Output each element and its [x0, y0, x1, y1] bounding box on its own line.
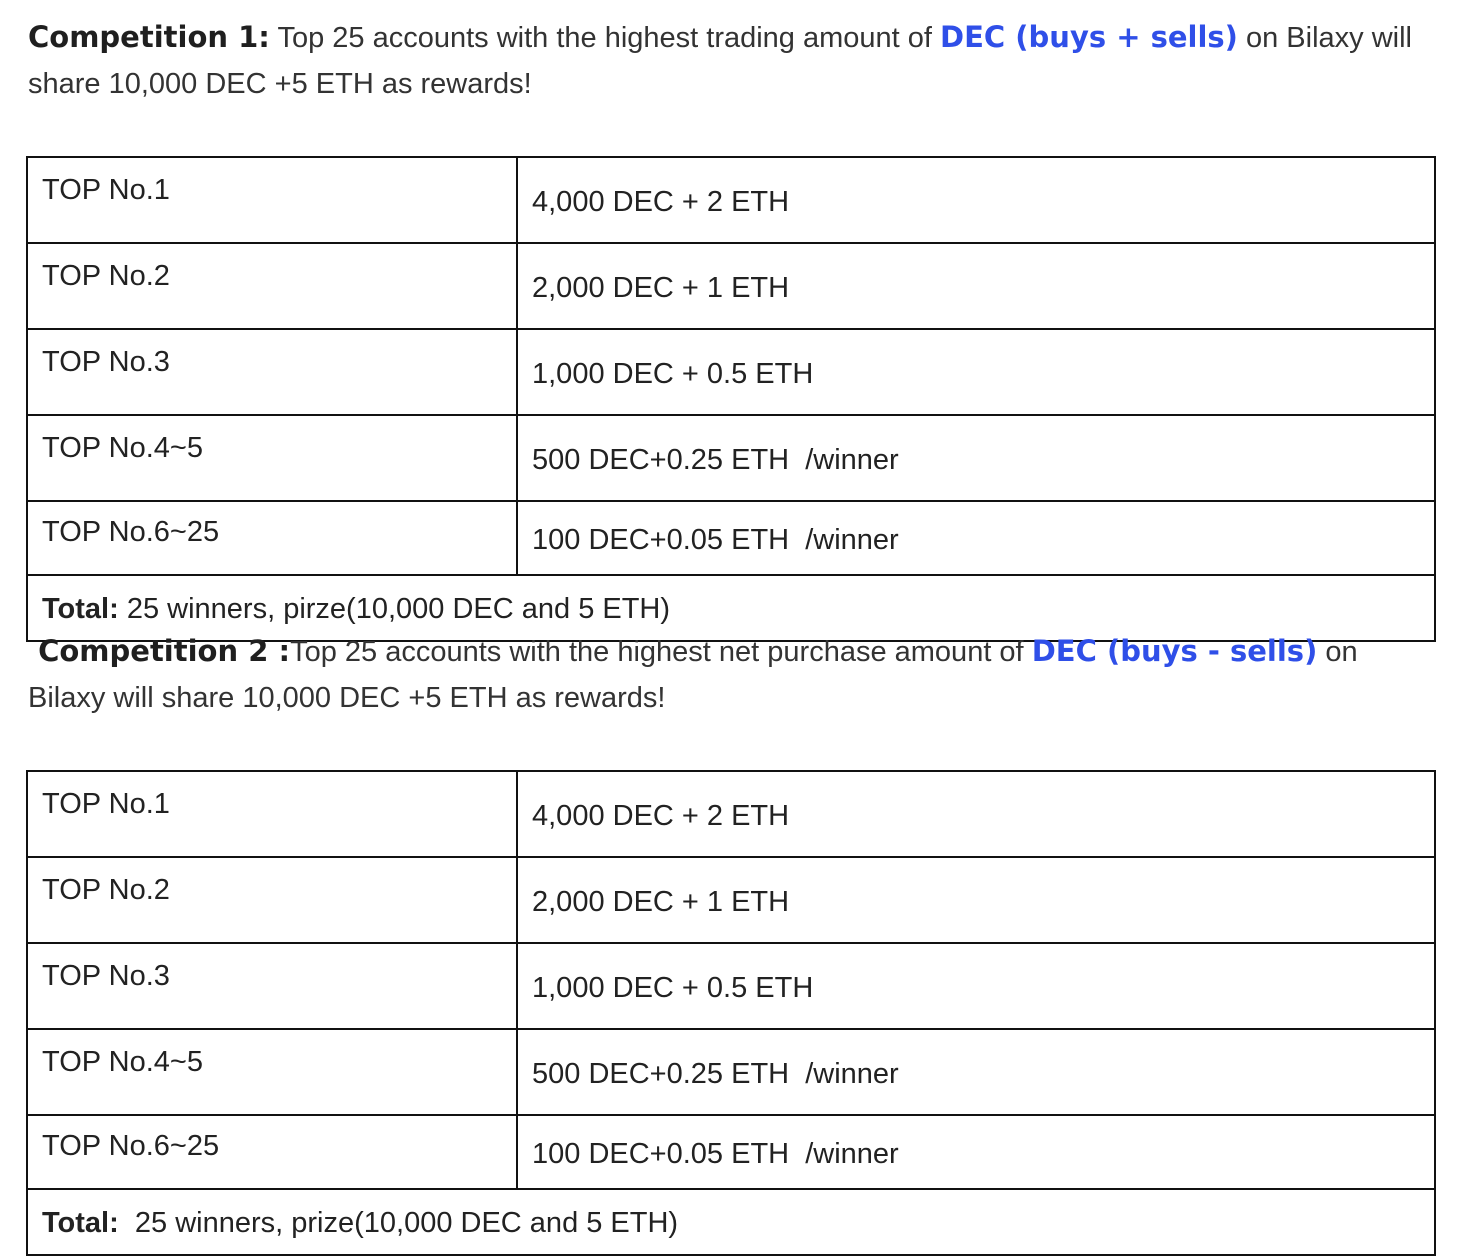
competition-2-description: [28, 628, 1428, 721]
reward-cell: 2,000 DEC + 1 ETH: [517, 243, 1435, 329]
reward-cell: 4,000 DEC + 2 ETH: [517, 771, 1435, 857]
reward-cell: 2,000 DEC + 1 ETH: [517, 857, 1435, 943]
table-row: [27, 243, 1435, 329]
rank-cell: TOP No.3: [27, 329, 517, 415]
total-text: 25 winners, prize(10,000 DEC and 5 ETH): [118, 1206, 679, 1239]
competition-1-accent: DEC (buys + sells): [940, 20, 1238, 54]
rank-cell: TOP No.6~25: [27, 1115, 517, 1189]
competition-1-text-before: Top 25 accounts with the highest trading amount of: [269, 22, 941, 54]
total-label: Total:: [42, 592, 119, 625]
competition-1-description: [28, 14, 1428, 107]
reward-cell: 1,000 DEC + 0.5 ETH: [517, 329, 1435, 415]
table-row: [27, 857, 1435, 943]
reward-cell: 4,000 DEC + 2 ETH: [517, 157, 1435, 243]
total-label: Total:: [42, 1206, 119, 1239]
table-row: [27, 329, 1435, 415]
competition-1-prize-table: [26, 156, 1436, 642]
table-row: [27, 501, 1435, 575]
competition-2-text-after: on Bilaxy will share 10,000 DEC +5 ETH as rewards!: [28, 636, 1358, 714]
total-cell: [27, 1189, 1435, 1255]
rank-cell: TOP No.6~25: [27, 501, 517, 575]
table-row: [27, 771, 1435, 857]
rank-cell: TOP No.4~5: [27, 1029, 517, 1115]
rank-cell: TOP No.2: [27, 243, 517, 329]
competition-1-heading: Competition 1:: [28, 20, 270, 54]
competition-2-heading: Competition 2 :: [28, 634, 291, 668]
table-row: [27, 157, 1435, 243]
rank-cell: TOP No.1: [27, 771, 517, 857]
rank-cell: TOP No.4~5: [27, 415, 517, 501]
table-row: [27, 415, 1435, 501]
competition-2-accent: DEC (buys - sells): [1031, 634, 1318, 668]
reward-cell: 500 DEC+0.25 ETH /winner: [517, 415, 1435, 501]
table-row: [27, 1115, 1435, 1189]
competition-1-text-after: on Bilaxy will share 10,000 DEC +5 ETH as rewards!: [28, 22, 1412, 100]
reward-cell: 500 DEC+0.25 ETH /winner: [517, 1029, 1435, 1115]
reward-cell: 100 DEC+0.05 ETH /winner: [517, 1115, 1435, 1189]
rank-cell: TOP No.3: [27, 943, 517, 1029]
table-row: [27, 943, 1435, 1029]
table-row: [27, 1029, 1435, 1115]
competition-2-text-before: Top 25 accounts with the highest net purchase amount of: [290, 636, 1032, 668]
reward-cell: 1,000 DEC + 0.5 ETH: [517, 943, 1435, 1029]
total-text: 25 winners, pirze(10,000 DEC and 5 ETH): [118, 592, 671, 625]
rank-cell: TOP No.1: [27, 157, 517, 243]
reward-cell: 100 DEC+0.05 ETH /winner: [517, 501, 1435, 575]
total-row: [27, 1189, 1435, 1255]
competition-2-prize-table: [26, 770, 1436, 1256]
rank-cell: TOP No.2: [27, 857, 517, 943]
